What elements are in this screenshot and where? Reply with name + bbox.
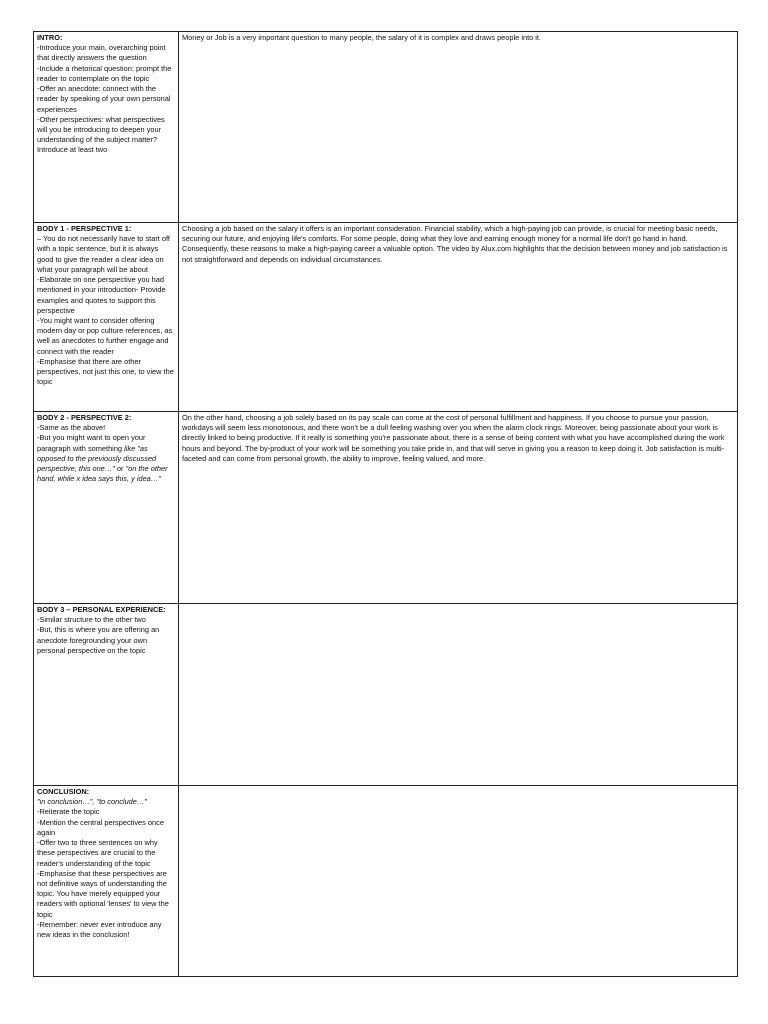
guide-line: -Mention the central perspectives once again <box>37 817 164 837</box>
body1-answer-cell[interactable]: Choosing a job based on the salary it offers is an important consideration. Financial stability, which a high-paying job can provide, is crucial for meeting basic needs, securing our future, and enjoying life's comforts. For some people, doing what they love and earning enough money for a normal life don't go hand in hand. Consequently, these reasons to make a high-paying career a valuable option. The video by Alux.com highlights that the decision between money and job satisfaction is not straightforward and depends on individual circumstances. <box>179 223 738 412</box>
guide-line: -Offer an anecdote: connect with the reader by speaking of your own personal experiences <box>37 84 171 114</box>
conclusion-guide-cell <box>34 786 179 977</box>
guide-line: -Other perspectives: what perspectives will you be introducing to deepen your understanding of the subject matter? Introduce at least two <box>37 114 165 155</box>
guide-line: -Reiterate the topic <box>37 807 100 817</box>
body3-guide-cell <box>34 604 179 786</box>
guide-line: -Same as the above! <box>37 423 106 433</box>
table-row <box>34 412 738 604</box>
guide-example-italic: like "as opposed to the previously discussed perspective, this one…" <box>37 443 157 474</box>
body3-answer-cell[interactable] <box>179 604 738 786</box>
guide-line: -Offer two to three sentences on why these perspectives are crucial to the reader's understanding of the topic <box>37 838 158 868</box>
guide-line: -Include a rhetorical question: prompt the reader to contemplate on the topic <box>37 63 172 83</box>
guide-line: – You do not necessarily have to start off with a topic sentence, but it is always good to give the reader a clear idea on what your paragraph will be about <box>37 234 170 274</box>
essay-outline-sheet <box>33 31 737 977</box>
intro-answer-cell[interactable]: Money or Job is a very important question to many people, the salary of it is complex and draws people into it. <box>179 32 738 223</box>
guide-line: -Elaborate on one perspective you had mentioned in your introduction- Provide examples and quotes to support this perspective <box>37 275 166 315</box>
guide-text: -But you might want to open your paragraph with something <box>37 433 146 453</box>
section-heading: CONCLUSION: <box>37 787 90 796</box>
body2-answer-cell[interactable]: On the other hand, choosing a job solely based on its pay scale can come at the cost of personal fulfillment and happiness. If you choose to pursue your passion, workdays will seem less monotonous, and there won't be a dull feeling washing over you when the alarm clock rings. Moreover, being passionate about your work is directly linked to being productive. If it really is something you're passionate about, there is a sense of being content with what you have accomplished during the work hours and beyond. The by-product of your work will be something you take pride in, and that will serve in giving you a reason to keep doing it. Job satisfaction is multi-faceted and can come from personal growth, the ability to improve, feeling valued, and more. <box>179 412 738 604</box>
essay-outline-table <box>33 31 738 977</box>
body1-guide-cell <box>34 223 179 412</box>
table-row <box>34 786 738 977</box>
section-heading: BODY 1 - PERSPECTIVE 1: <box>37 224 132 233</box>
guide-line: -Emphasise that there are other perspectives, not just this one, to view the topic <box>37 356 174 387</box>
guide-line: -But, this is where you are offering an anecdote foregrounding your own personal perspective on the topic <box>37 625 160 655</box>
guide-line: -Introduce your main, overarching point that directly answers the question <box>37 43 166 63</box>
guide-example-italic: "in conclusion…", "to conclude…" <box>37 797 147 807</box>
guide-example-italic: "on the other hand, while x idea says this, y idea…" <box>37 464 168 484</box>
table-row <box>34 223 738 412</box>
intro-guide-cell <box>34 32 179 223</box>
table-row <box>34 604 738 786</box>
guide-line: -Similar structure to the other two <box>37 615 146 625</box>
guide-line: -Remember: never ever introduce any new ideas in the conclusion! <box>37 919 162 940</box>
guide-text: or <box>114 464 126 474</box>
section-heading: INTRO: <box>37 33 63 42</box>
conclusion-answer-cell[interactable] <box>179 786 738 977</box>
body2-guide-cell <box>34 412 179 604</box>
table-row <box>34 32 738 223</box>
section-heading: BODY 2 - PERSPECTIVE 2: <box>37 413 132 422</box>
guide-line: -You might want to consider offering modern day or pop culture references, as well as anecdotes to further engage and connect with the reader <box>37 315 173 356</box>
guide-line: -Emphasise that these perspectives are not definitive ways of understanding the topic. You have merely equipped your readers with optional 'lenses' to view the topic <box>37 868 169 919</box>
section-heading: BODY 3 – PERSONAL EXPERIENCE: <box>37 605 166 614</box>
guide-line-mixed <box>37 433 175 484</box>
